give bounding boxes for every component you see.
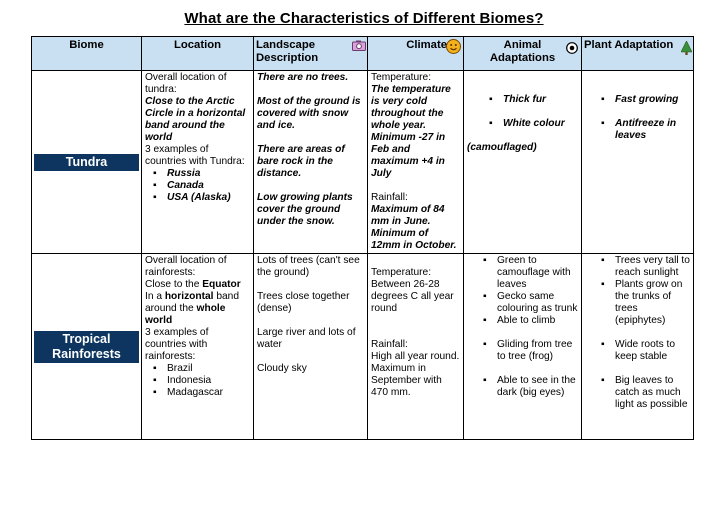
rainforest-location-cell [142, 254, 254, 440]
tundra-temp-label: Temperature: [371, 72, 432, 83]
sun-face-icon [446, 39, 461, 58]
tundra-plant-cell [582, 71, 694, 254]
rainforest-landscape-2: Trees close together (dense) [257, 291, 350, 314]
list-item: ▪ Canada [167, 180, 250, 192]
rainforest-landscape-1: Lots of trees (can't see the ground) [257, 255, 360, 278]
rainforest-biome-cell [32, 254, 142, 440]
rainforest-country-list [145, 363, 250, 399]
rainforest-rain-text: High all year round. Maximum in September with 470 mm. [371, 351, 460, 398]
page-title: What are the Characteristics of Different Biomes? [184, 10, 544, 27]
rainforest-label-line2: Rainforests [52, 346, 121, 361]
rainforest-plant-list [585, 255, 690, 411]
list-item: ▪ Russia [167, 168, 250, 180]
tundra-location-where: Close to the Arctic Circle in a horizontal band around the world [145, 96, 246, 143]
rainforest-rain-label: Rainfall: [371, 339, 408, 350]
header-row [32, 37, 694, 71]
list-item: ▪ Antifreeze in leaves [615, 118, 690, 142]
horizontal-text: horizontal [164, 291, 214, 302]
tundra-row [32, 71, 694, 254]
tundra-landscape-4: Low growing plants cover the ground under the snow. [257, 192, 353, 227]
list-item: ▪ Big leaves to catch as much light as possible [615, 375, 690, 411]
list-item: ▪ Thick fur [503, 94, 578, 106]
tundra-location-intro: Overall location of tundra: [145, 72, 227, 95]
list-item: ▪ Madagascar [167, 387, 250, 399]
list-item: ▪ Brazil [167, 363, 250, 375]
list-item: ▪ Gliding from tree to tree (frog) [497, 339, 578, 363]
camera-icon [352, 40, 366, 55]
list-item: ▪ USA (Alaska) [167, 192, 250, 204]
tundra-rain-label: Rainfall: [371, 192, 408, 203]
header-biome: Biome [32, 37, 142, 71]
rainforest-location-close [145, 279, 250, 291]
list-item: ▪ Gecko same colouring as trunk [497, 291, 578, 315]
rainforest-landscape-3: Large river and lots of water [257, 327, 356, 350]
rainforest-location-band [145, 291, 250, 327]
target-icon [566, 42, 578, 58]
list-item: ▪ Fast growing [615, 94, 690, 106]
text-span: In a [145, 291, 165, 302]
tundra-biome-cell [32, 71, 142, 254]
tundra-country-list [145, 168, 250, 204]
text-span: Close to the [145, 279, 203, 290]
header-plant [582, 37, 694, 71]
list-item: ▪ Able to climb [497, 315, 578, 327]
header-climate [368, 37, 464, 71]
tundra-animal-list [467, 94, 578, 130]
tundra-temp-text: The temperature is very cold throughout the whole year. Minimum -27 in Feb and maximum +4 in July [371, 84, 451, 179]
rainforest-animal-list [467, 255, 578, 399]
rainforest-label-line1: Tropical [62, 331, 111, 346]
header-animal [464, 37, 582, 71]
tundra-plant-list [585, 94, 690, 142]
tundra-landscape-3: There are areas of bare rock in the distance. [257, 144, 345, 179]
tundra-climate-cell [368, 71, 464, 254]
tundra-landscape-cell [254, 71, 368, 254]
rainforest-landscape-4: Cloudy sky [257, 363, 307, 374]
header-location: Location [142, 37, 254, 71]
tundra-animal-cell [464, 71, 582, 254]
list-item: ▪ Able to see in the dark (big eyes) [497, 375, 578, 399]
list-item: ▪ White colour [503, 118, 578, 130]
rainforest-landscape-cell [254, 254, 368, 440]
header-plant-label: Plant Adaptation [584, 39, 674, 51]
rainforest-label [34, 331, 139, 363]
list-item: ▪ Plants grow on the trunks of trees (epiphytes) [615, 279, 690, 327]
header-landscape [254, 37, 368, 71]
tundra-landscape-1: There are no trees. [257, 72, 349, 83]
tundra-rain-text: Maximum of 84 mm in June. Minimum of 12mm in October. [371, 204, 457, 251]
tundra-landscape-2: Most of the ground is covered with snow and ice. [257, 96, 361, 131]
list-item: ▪ Indonesia [167, 375, 250, 387]
tundra-animal-note: (camouflaged) [467, 142, 537, 153]
header-landscape-label: Landscape Description [256, 39, 319, 64]
whole-world-text: whole world [145, 303, 226, 326]
tundra-examples-intro: 3 examples of countries with Tundra: [145, 144, 245, 167]
tundra-label: Tundra [34, 154, 139, 171]
rainforest-location-intro: Overall location of rainforests: [145, 255, 227, 278]
rainforest-animal-cell [464, 254, 582, 440]
rainforest-row [32, 254, 694, 440]
rainforest-examples-intro: 3 examples of countries with rainforests: [145, 327, 209, 362]
tree-icon [681, 41, 692, 59]
tundra-location-cell [142, 71, 254, 254]
rainforest-climate-cell [368, 254, 464, 440]
list-item: ▪ Green to camouflage with leaves [497, 255, 578, 291]
rainforest-plant-cell [582, 254, 694, 440]
header-animal-label: Animal Adaptations [489, 39, 556, 64]
rainforest-temp-label: Temperature: [371, 267, 432, 278]
rainforest-temp-text: Between 26-28 degrees C all year round [371, 279, 454, 314]
list-item: ▪ Trees very tall to reach sunlight [615, 255, 690, 279]
list-item: ▪ Wide roots to keep stable [615, 339, 690, 363]
header-climate-label: Climate [406, 39, 447, 51]
biomes-table [31, 36, 694, 440]
text-span: band around the [145, 291, 239, 314]
equator-text: Equator [202, 279, 241, 290]
